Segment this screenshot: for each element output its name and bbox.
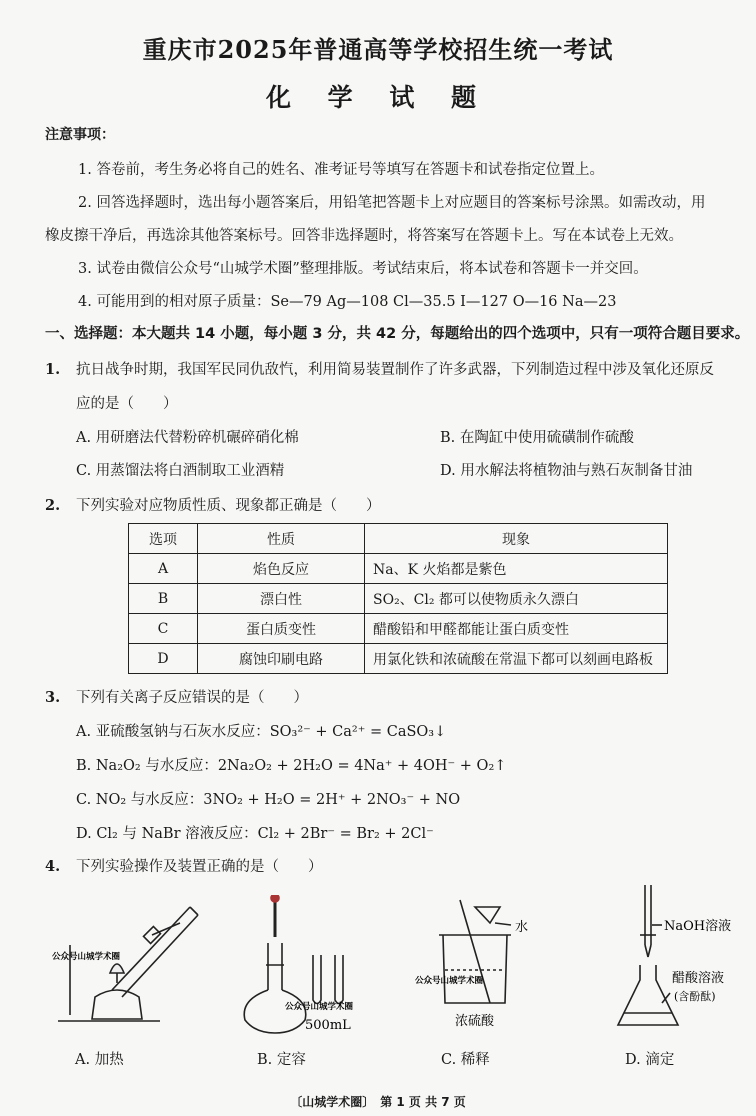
q3-stem: 下列有关离子反应错误的是（ ） — [76, 690, 308, 706]
acetic-label: 醋酸溶液 — [672, 971, 725, 986]
caption-a: A. 加热 — [75, 1052, 124, 1068]
notice-heading: 注意事项： — [45, 127, 115, 143]
exam-title: 重庆市2025年普通高等学校招生统一考试 — [142, 35, 614, 64]
table-cell: A — [129, 554, 198, 584]
page-footer: 〔山城学术圈〕 第 1 页 共 7 页 — [290, 1095, 466, 1109]
table-row — [129, 584, 668, 614]
table-header-cell: 现象 — [365, 524, 668, 554]
table-cell: 醋酸铅和甲醛都能让蛋白质变性 — [365, 614, 668, 644]
table-cell: 用氯化铁和浓硫酸在常温下都可以刻画电路板 — [365, 644, 668, 674]
table-cell: D — [129, 644, 198, 674]
q1-stem: 抗日战争时期，我国军民同仇敌忾，利用简易装置制作了许多武器，下列制造过程中涉及氧化还原反 — [76, 362, 714, 378]
notice-item-1: 1. 答卷前，考生务必将自己的姓名、准考证号等填写在答题卡和试卷指定位置上。 — [78, 162, 604, 178]
q3-option-d: D. Cl₂ 与 NaBr 溶液反应：Cl₂ + 2Br⁻ = Br₂ + 2Cl⁻ — [76, 826, 434, 842]
q4-stem: 下列实验操作及装置正确的是（ ） — [76, 859, 323, 875]
table-cell: C — [129, 614, 198, 644]
q2-number: 2. — [45, 497, 61, 514]
q2-table — [128, 523, 668, 674]
q3-option-a: A. 亚硫酸氢钠与石灰水反应：SO₃²⁻ + Ca²⁺ = CaSO₃↓ — [76, 724, 447, 740]
caption-c: C. 稀释 — [441, 1052, 490, 1068]
table-cell: 腐蚀印刷电路 — [198, 644, 365, 674]
notice-item-4: 4. 可能用到的相对原子质量：Se—79 Ag—108 Cl—35.5 I—127 O—16 Na—23 — [78, 294, 617, 310]
figure-a-heating — [50, 885, 200, 1030]
q3-number: 3. — [45, 689, 61, 706]
table-cell: 焰色反应 — [198, 554, 365, 584]
table-header-cell: 选项 — [129, 524, 198, 554]
q1-stem-cont: 应的是（ ） — [76, 396, 178, 412]
watermark-text: 公众号山城学术圈 — [52, 952, 121, 962]
caption-b: B. 定容 — [257, 1052, 306, 1068]
q1-option-a: A. 用研磨法代替粉碎机碾碎硝化棉 — [76, 430, 299, 446]
watermark-text: 公众号山城学术圈 — [285, 1002, 354, 1012]
notice-item-3: 3. 试卷由微信公众号“山城学术圈”整理排版。考试结束后，将本试卷和答题卡一并交回。 — [78, 261, 648, 277]
section-header: 一、选择题：本大题共 14 小题，每小题 3 分，共 42 分，每题给出的四个选项中，只有一项符合题目要求。 — [45, 326, 750, 342]
phenolphthalein-label: (含酚酞) — [674, 990, 716, 1003]
table-cell: 漂白性 — [198, 584, 365, 614]
table-header-row — [129, 524, 668, 554]
table-cell: SO₂、Cl₂ 都可以使物质永久漂白 — [365, 584, 668, 614]
q1-option-c: C. 用蒸馏法将白酒制取工业酒精 — [76, 463, 285, 479]
q1-option-d: D. 用水解法将植物油与熟石灰制备甘油 — [440, 463, 693, 479]
figure-d-titration — [600, 885, 756, 1035]
table-cell: Na、K 火焰都是紫色 — [365, 554, 668, 584]
figure-c-dilution — [415, 895, 545, 1035]
water-label: 水 — [515, 920, 529, 935]
table-cell: 蛋白质变性 — [198, 614, 365, 644]
q1-number: 1. — [45, 361, 61, 378]
table-cell: B — [129, 584, 198, 614]
naoh-label: NaOH溶液 — [664, 919, 732, 934]
table-row — [129, 644, 668, 674]
table-row — [129, 614, 668, 644]
subject-title: 化 学 试 题 — [265, 83, 491, 112]
q3-option-b: B. Na₂O₂ 与水反应：2Na₂O₂ + 2H₂O = 4Na⁺ + 4OH⁻ + O₂↑ — [76, 758, 507, 774]
notice-item-2-cont: 橡皮擦干净后，再选涂其他答案标号。回答非选择题时，将答案写在答题卡上。写在本试卷上无效。 — [45, 228, 683, 244]
notice-item-2: 2. 回答选择题时，选出每小题答案后，用铅笔把答题卡上对应题目的答案标号涂黑。如需改动，用 — [78, 195, 706, 211]
q1-option-b: B. 在陶缸中使用硫磺制作硫酸 — [440, 430, 634, 446]
caption-d: D. 滴定 — [625, 1052, 675, 1068]
acid-label: 浓硫酸 — [455, 1014, 495, 1029]
watermark-text: 公众号山城学术圈 — [415, 976, 484, 986]
table-header-cell: 性质 — [198, 524, 365, 554]
q2-stem: 下列实验对应物质性质、现象都正确是（ ） — [76, 498, 381, 514]
q4-number: 4. — [45, 858, 61, 875]
figure-b-flask — [235, 895, 385, 1035]
flask-volume-label: 500mL — [305, 1018, 351, 1033]
q3-option-c: C. NO₂ 与水反应：3NO₂ + H₂O = 2H⁺ + 2NO₃⁻ + NO — [76, 792, 461, 808]
table-row — [129, 554, 668, 584]
